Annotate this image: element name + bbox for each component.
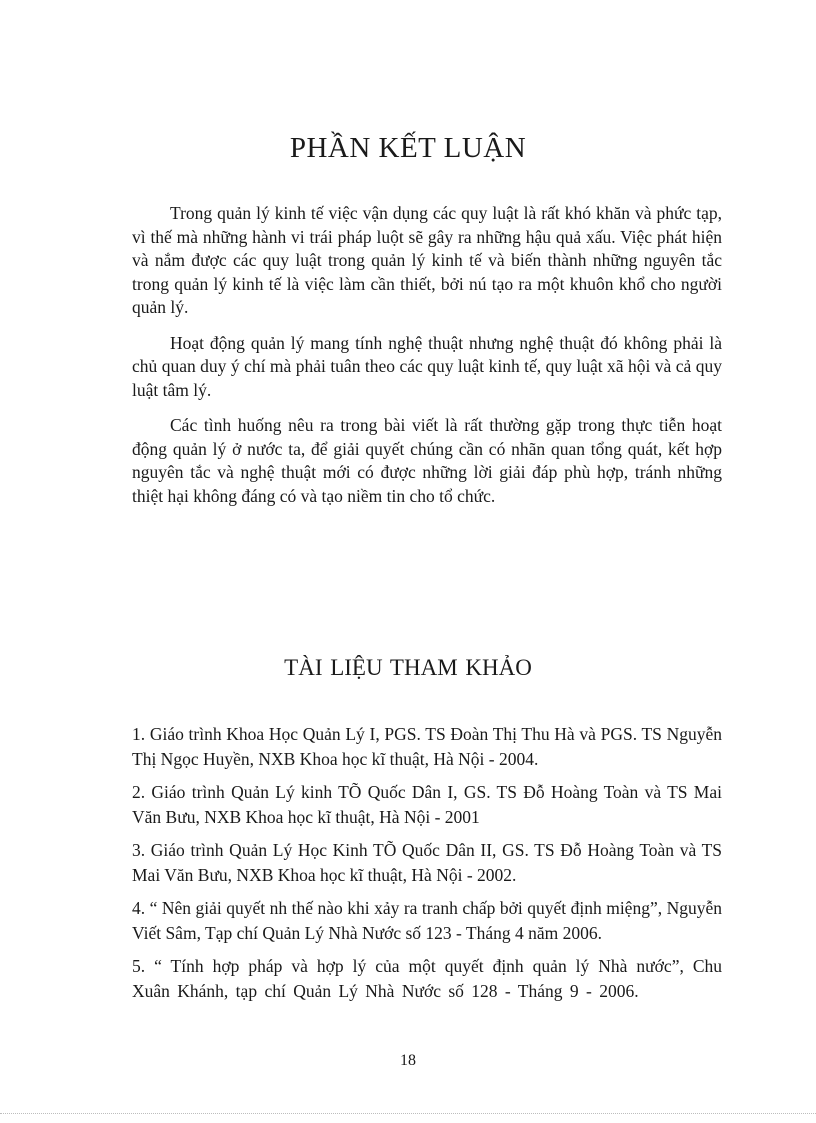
reference-item-4: 4. “ Nên giải quyết nh thế nào khi xảy ra tranh chấp bởi quyết định miệng”, Nguyễn Viết Sâm, Tạp chí Quản Lý Nhà Nước số 123 - Tháng 4 năm 2006. bbox=[132, 898, 722, 943]
references-title: TÀI LIỆU THAM KHẢO bbox=[284, 655, 532, 680]
conclusion-body bbox=[132, 202, 722, 520]
conclusion-title: PHẦN KẾT LUẬN bbox=[289, 132, 527, 164]
conclusion-paragraph-2: Hoạt động quản lý mang tính nghệ thuật nhưng nghệ thuật đó không phải là chủ quan duy ý chí mà phải tuân theo các quy luật kinh tế, quy luật xã hội và cả quy luật tâm lý. bbox=[132, 332, 722, 400]
conclusion-paragraph-3: Các tình huống nêu ra trong bài viết là rất thường gặp trong thực tiễn hoạt động quản lý ở nước ta, để giải quyết chúng cần có nhãn quan tổng quát, kết hợp nguyên tắc và nghệ thuật mới có được những lời giải đáp phù hợp, tránh những thiệt hại không đáng có và tạo niềm tin cho tổ chức. bbox=[132, 415, 722, 506]
reference-item-1: 1. Giáo trình Khoa Học Quản Lý I, PGS. TS Đoàn Thị Thu Hà và PGS. TS Nguyễn Thị Ngọc Huyền, NXB Khoa học kĩ thuật, Hà Nội - 2004. bbox=[132, 724, 722, 769]
page-number: 18 bbox=[400, 1052, 416, 1069]
reference-item-5: 5. “ Tính hợp pháp và hợp lý của một quyết định quản lý Nhà nước”, Chu Xuân Khánh, tạp chí Quản Lý Nhà Nước số 128 - Tháng 9 - 2006. bbox=[132, 956, 722, 1001]
references-list bbox=[132, 722, 722, 1012]
footer-divider bbox=[0, 1113, 816, 1114]
reference-item-2: 2. Giáo trình Quản Lý kinh TÕ Quốc Dân I, GS. TS Đỗ Hoàng Toàn và TS Mai Văn Bưu, NXB Khoa học kĩ thuật, Hà Nội - 2001 bbox=[132, 782, 722, 827]
reference-item-3: 3. Giáo trình Quản Lý Học Kinh TÕ Quốc Dân II, GS. TS Đỗ Hoàng Toàn và TS Mai Văn Bưu, NXB Khoa học kĩ thuật, Hà Nội - 2002. bbox=[132, 840, 722, 885]
conclusion-paragraph-1: Trong quản lý kinh tế việc vận dụng các quy luật là rất khó khăn và phức tạp, vì thế mà những hành vi trái pháp luột sẽ gây ra những hậu quả xấu. Việc phát hiện và nắm được các quy luật trong quản lý kinh tế và biến thành những nguyên tắc trong quản lý kinh tế là việc làm cần thiết, bởi nú tạo ra một khuôn khổ cho người quản lý. bbox=[132, 203, 722, 317]
